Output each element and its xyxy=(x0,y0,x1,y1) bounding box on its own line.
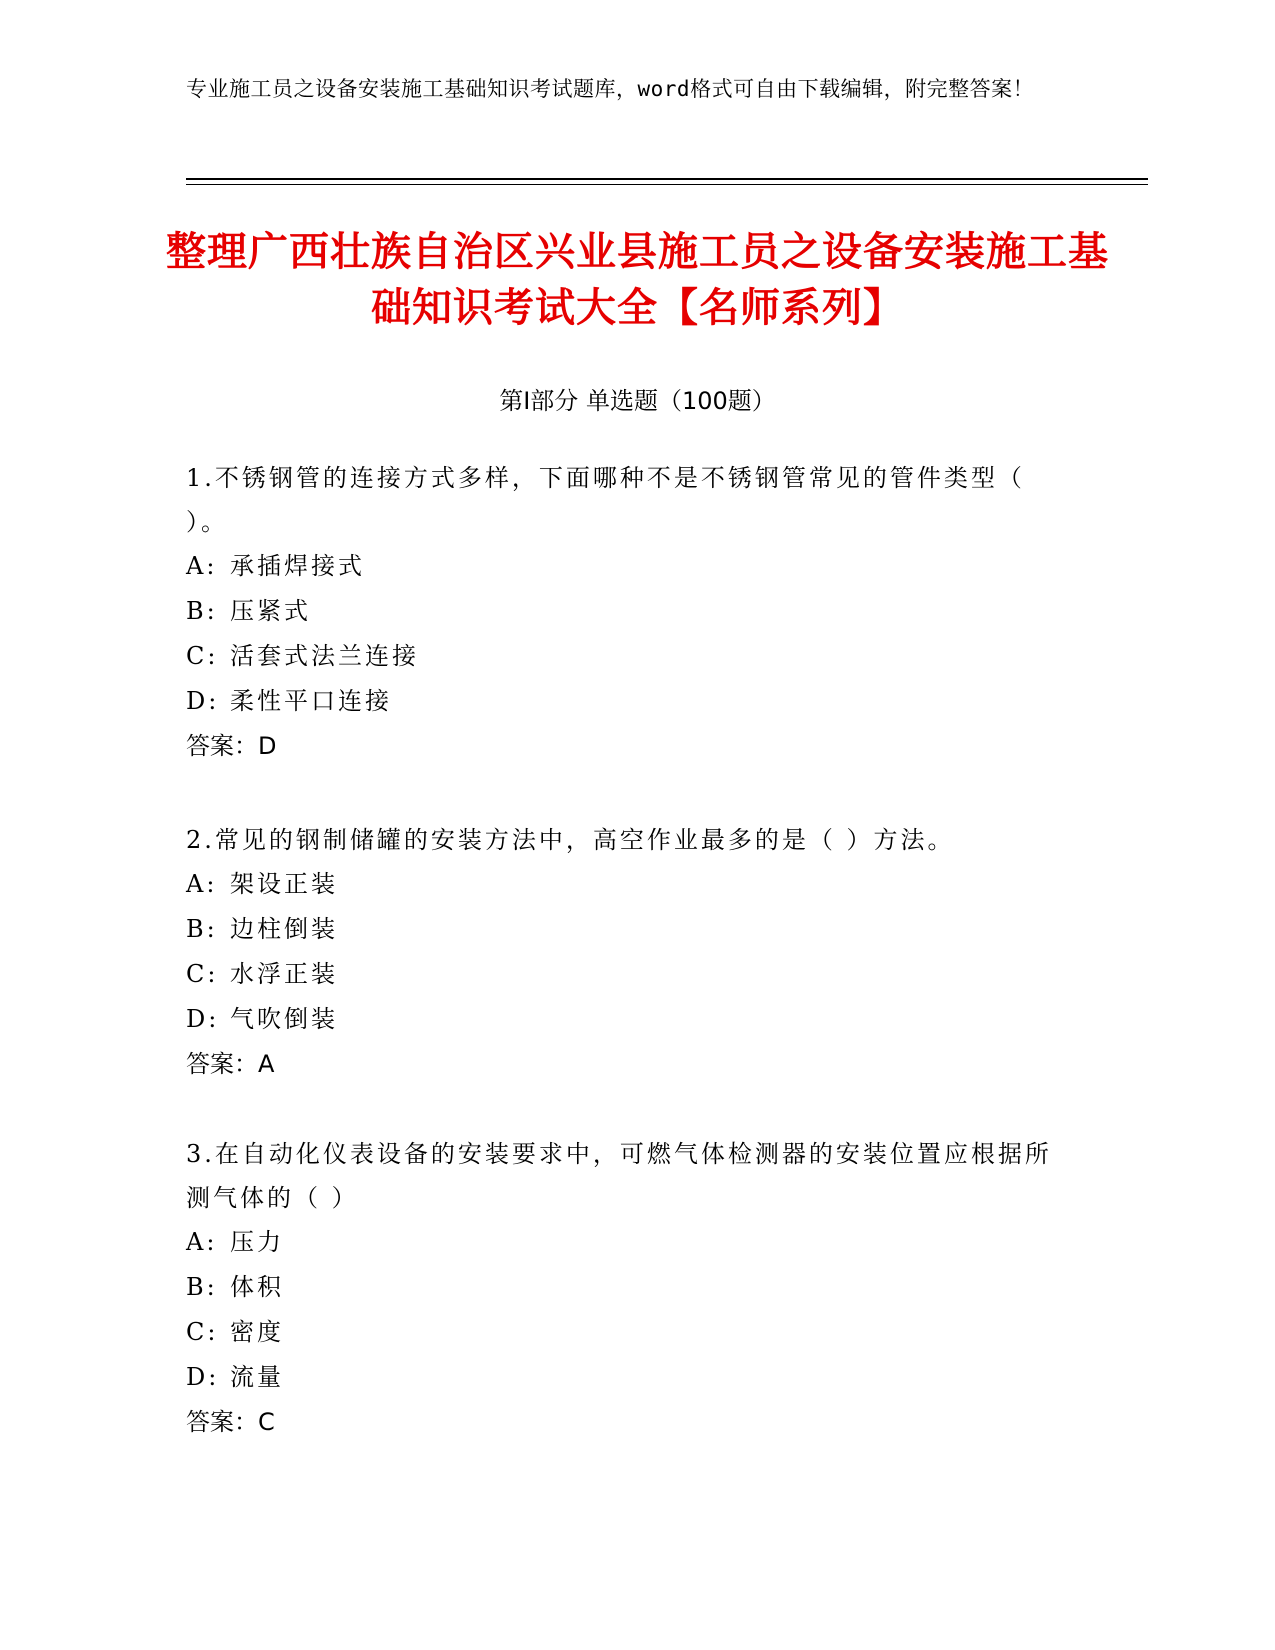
option-b xyxy=(186,907,1066,952)
header-divider-thin xyxy=(186,184,1148,185)
option-text: 密度 xyxy=(230,1318,284,1346)
header-divider-thick xyxy=(186,178,1148,180)
question-stem: 1.不锈钢管的连接方式多样，下面哪种不是不锈钢管常见的管件类型（ ）。 xyxy=(186,464,1025,536)
option-b xyxy=(186,589,1066,634)
option-c xyxy=(186,634,1066,679)
option-a xyxy=(186,544,1066,589)
option-key: C: xyxy=(186,1318,219,1346)
option-key: B: xyxy=(186,1273,218,1301)
option-key: D: xyxy=(186,687,220,715)
question-1 xyxy=(186,456,1066,769)
option-key: D: xyxy=(186,1005,220,1033)
option-text: 体积 xyxy=(230,1273,284,1301)
answer-line: 答案：A xyxy=(186,1050,275,1078)
option-a xyxy=(186,1220,1066,1265)
option-d xyxy=(186,1355,1066,1400)
option-text: 气吹倒装 xyxy=(230,1005,338,1033)
header-note: 专业施工员之设备安装施工基础知识考试题库，word格式可自由下载编辑，附完整答案！ xyxy=(186,77,1035,101)
question-3 xyxy=(186,1132,1066,1445)
option-a xyxy=(186,862,1066,907)
option-d xyxy=(186,679,1066,724)
option-key: B: xyxy=(186,597,218,625)
option-key: C: xyxy=(186,960,219,988)
option-text: 压紧式 xyxy=(230,597,311,625)
option-d xyxy=(186,997,1066,1042)
option-text: 水浮正装 xyxy=(230,960,338,988)
option-key: C: xyxy=(186,642,219,670)
question-stem: 2.常见的钢制储罐的安装方法中，高空作业最多的是（ ）方法。 xyxy=(186,826,955,854)
option-key: A: xyxy=(186,552,218,580)
option-text: 柔性平口连接 xyxy=(230,687,392,715)
option-c xyxy=(186,1310,1066,1355)
option-text: 架设正装 xyxy=(230,870,338,898)
option-text: 边柱倒装 xyxy=(230,915,338,943)
question-stem: 3.在自动化仪表设备的安装要求中，可燃气体检测器的安装位置应根据所测气体的（ ） xyxy=(186,1140,1052,1212)
answer-line: 答案：D xyxy=(186,732,277,760)
option-key: A: xyxy=(186,870,218,898)
option-text: 活套式法兰连接 xyxy=(230,642,419,670)
option-key: A: xyxy=(186,1228,218,1256)
option-b xyxy=(186,1265,1066,1310)
option-text: 承插焊接式 xyxy=(230,552,365,580)
section-title: 第I部分 单选题（100题） xyxy=(499,387,776,415)
option-key: D: xyxy=(186,1363,220,1391)
option-c xyxy=(186,952,1066,997)
option-key: B: xyxy=(186,915,218,943)
document-title: 整理广西壮族自治区兴业县施工员之设备安装施工基础知识考试大全【名师系列】 xyxy=(166,229,1109,331)
question-2 xyxy=(186,818,1066,1087)
option-text: 压力 xyxy=(230,1228,284,1256)
option-text: 流量 xyxy=(230,1363,284,1391)
answer-line: 答案：C xyxy=(186,1408,275,1436)
